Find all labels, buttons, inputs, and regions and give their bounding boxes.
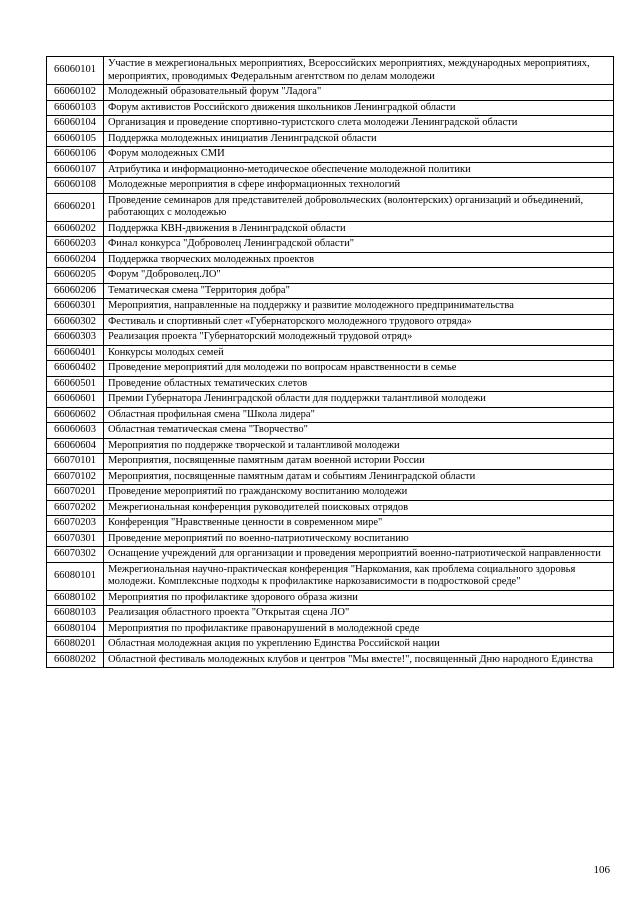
table-row (47, 299, 614, 315)
table-row (47, 252, 614, 268)
row-description: Реализация областного проекта "Открытая сцена ЛО" (104, 606, 614, 622)
row-description: Молодежный образовательный форум "Ладога" (104, 85, 614, 101)
row-description: Проведение областных тематических слетов (104, 376, 614, 392)
row-code: 66060202 (47, 221, 104, 237)
table-row (47, 423, 614, 439)
row-description: Областная тематическая смена "Творчество" (104, 423, 614, 439)
row-code: 66060602 (47, 407, 104, 423)
row-code: 66060401 (47, 345, 104, 361)
row-description: Проведение мероприятий по гражданскому воспитанию молодежи (104, 485, 614, 501)
row-code: 66070203 (47, 516, 104, 532)
table-row (47, 178, 614, 194)
row-code: 66060301 (47, 299, 104, 315)
row-code: 66080104 (47, 621, 104, 637)
row-code: 66060603 (47, 423, 104, 439)
row-description: Межрегиональная конференция руководителей поисковых отрядов (104, 500, 614, 516)
table-row (47, 268, 614, 284)
row-description: Областная профильная смена "Школа лидера" (104, 407, 614, 423)
row-description: Участие в межрегиональных мероприятиях, Всероссийских мероприятиях, международных мероприятиях, мероприятих, проводимых Федеральным агентством по делам молодежи (104, 57, 614, 85)
row-description: Оснащение учреждений для организации и проведения мероприятий военно-патриотической направленности (104, 547, 614, 563)
row-description: Форум молодежных СМИ (104, 147, 614, 163)
table-row (47, 147, 614, 163)
row-description: Атрибутика и информационно-методическое обеспечение молодежной политики (104, 162, 614, 178)
table-row (47, 193, 614, 221)
row-description: Областной фестиваль молодежных клубов и центров "Мы вместе!", посвященный Дню народного Единства (104, 652, 614, 668)
row-code: 66060106 (47, 147, 104, 163)
row-description: Форум "Доброволец.ЛО" (104, 268, 614, 284)
row-code: 66060501 (47, 376, 104, 392)
row-code: 66080102 (47, 590, 104, 606)
table-row (47, 221, 614, 237)
row-code: 66080101 (47, 562, 104, 590)
row-code: 66080201 (47, 637, 104, 653)
row-code: 66060101 (47, 57, 104, 85)
table-row (47, 438, 614, 454)
row-description: Поддержка молодежных инициатив Ленинградской области (104, 131, 614, 147)
table-row (47, 500, 614, 516)
row-code: 66060204 (47, 252, 104, 268)
row-description: Форум активистов Российского движения школьников Ленинградкой области (104, 100, 614, 116)
row-code: 66060303 (47, 330, 104, 346)
row-code: 66070302 (47, 547, 104, 563)
row-code: 66060108 (47, 178, 104, 194)
row-description: Реализация проекта "Губернаторский молодежный трудовой отряд» (104, 330, 614, 346)
budget-code-table (46, 56, 614, 668)
row-description: Поддержка КВН-движения в Ленинградской области (104, 221, 614, 237)
table-row (47, 547, 614, 563)
row-description: Мероприятия, посвященные памятным датам военной истории России (104, 454, 614, 470)
row-code: 66060203 (47, 237, 104, 253)
table-row (47, 531, 614, 547)
row-code: 66060105 (47, 131, 104, 147)
row-description: Организация и проведение спортивно-туристского слета молодежи Ленинградской области (104, 116, 614, 132)
table-row (47, 100, 614, 116)
row-code: 66060601 (47, 392, 104, 408)
table-row (47, 85, 614, 101)
row-code: 66060402 (47, 361, 104, 377)
row-description: Межрегиональная научно-практическая конференция "Наркомания, как проблема социального здоровья молодежи. Комплексные подходы к профилактике наркозависимости в подростковой среде" (104, 562, 614, 590)
row-code: 66070202 (47, 500, 104, 516)
row-description: Мероприятия, направленные на поддержку и развитие молодежного предпринимательства (104, 299, 614, 315)
table-row (47, 562, 614, 590)
table-row (47, 516, 614, 532)
table-row (47, 590, 614, 606)
row-description: Мероприятия по поддержке творческой и талантливой молодежи (104, 438, 614, 454)
table-row (47, 162, 614, 178)
table-body (47, 57, 614, 668)
row-description: Фестиваль и спортивный слет «Губернаторского молодежного трудового отряда» (104, 314, 614, 330)
row-code: 66060104 (47, 116, 104, 132)
table-row (47, 376, 614, 392)
row-description: Областная молодежная акция по укреплению Единства Российской нации (104, 637, 614, 653)
table-row (47, 469, 614, 485)
row-description: Конференция "Нравственные ценности в современном мире" (104, 516, 614, 532)
table-row (47, 407, 614, 423)
row-code: 66070301 (47, 531, 104, 547)
row-description: Конкурсы молодых семей (104, 345, 614, 361)
table-row (47, 330, 614, 346)
row-code: 66080202 (47, 652, 104, 668)
row-description: Мероприятия, посвященные памятным датам и событиям Ленинградской области (104, 469, 614, 485)
table-row (47, 314, 614, 330)
row-code: 66070101 (47, 454, 104, 470)
row-code: 66060604 (47, 438, 104, 454)
table-row (47, 454, 614, 470)
row-description: Тематическая смена "Территория добра" (104, 283, 614, 299)
page-number: 106 (593, 864, 610, 876)
row-description: Мероприятия по профилактике здорового образа жизни (104, 590, 614, 606)
table-row (47, 361, 614, 377)
table-row (47, 345, 614, 361)
row-code: 66080103 (47, 606, 104, 622)
row-code: 66060205 (47, 268, 104, 284)
row-description: Молодежные мероприятия в сфере информационных технологий (104, 178, 614, 194)
row-code: 66070102 (47, 469, 104, 485)
row-description: Мероприятия по профилактике правонарушений в молодежной среде (104, 621, 614, 637)
row-code: 66060102 (47, 85, 104, 101)
row-code: 66060107 (47, 162, 104, 178)
table-row (47, 637, 614, 653)
table-row (47, 606, 614, 622)
table-row (47, 392, 614, 408)
table-row (47, 485, 614, 501)
table-row (47, 237, 614, 253)
row-description: Премии Губернатора Ленинградской области для поддержки талантливой молодежи (104, 392, 614, 408)
row-description: Финал конкурса "Доброволец Ленинградской области" (104, 237, 614, 253)
row-code: 66070201 (47, 485, 104, 501)
table-row (47, 621, 614, 637)
row-description: Проведение мероприятий по военно-патриотическому воспитанию (104, 531, 614, 547)
table-row (47, 652, 614, 668)
row-code: 66060206 (47, 283, 104, 299)
row-code: 66060103 (47, 100, 104, 116)
row-code: 66060201 (47, 193, 104, 221)
row-description: Проведение мероприятий для молодежи по вопросам нравственности в семье (104, 361, 614, 377)
row-description: Поддержка творческих молодежных проектов (104, 252, 614, 268)
table-row (47, 116, 614, 132)
row-code: 66060302 (47, 314, 104, 330)
table-row (47, 131, 614, 147)
table-row (47, 283, 614, 299)
table-row (47, 57, 614, 85)
row-description: Проведение семинаров для представителей добровольческих (волонтерских) организаций и объединений, работающих с молодежью (104, 193, 614, 221)
